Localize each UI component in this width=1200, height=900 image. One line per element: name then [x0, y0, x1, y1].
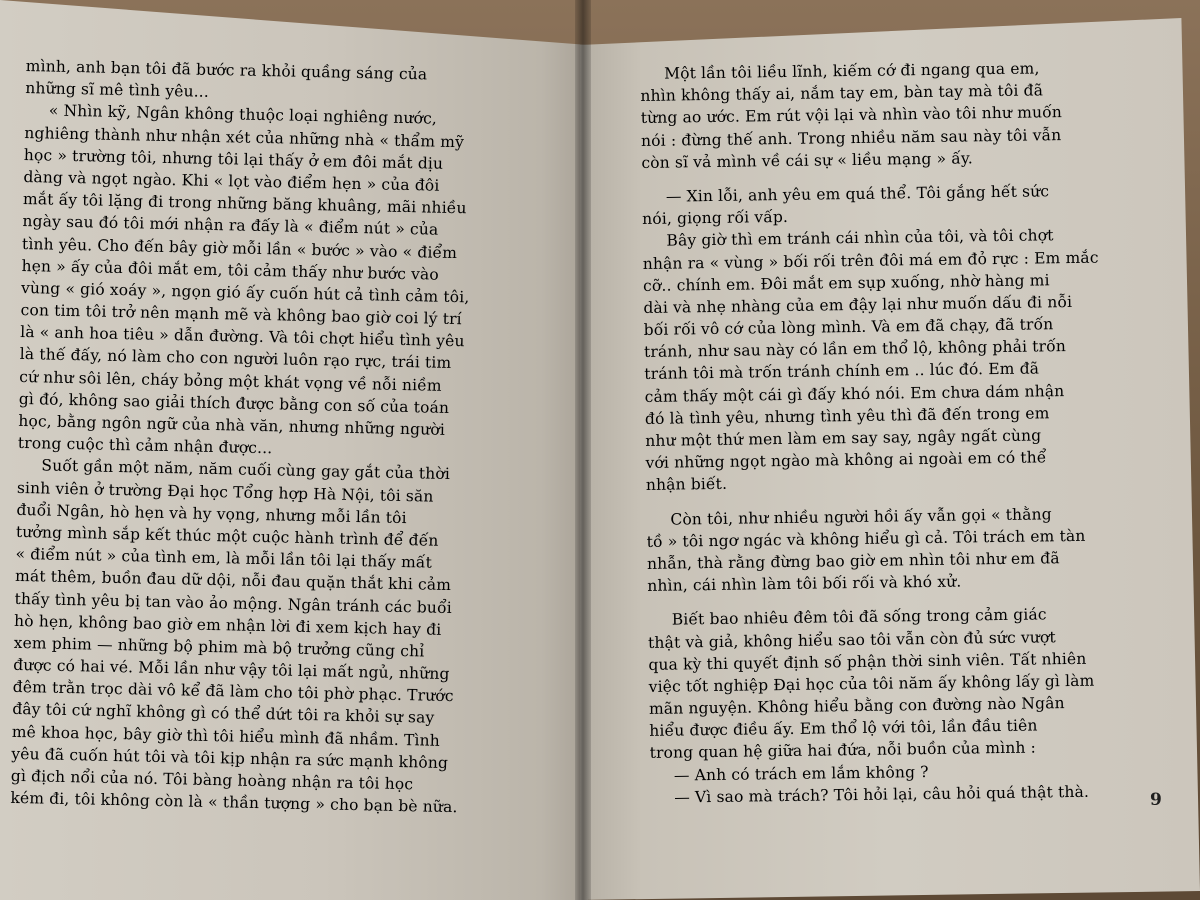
- text-line: xem phim — những bộ phim mà bộ trưởng cũng chỉ: [13, 633, 425, 661]
- text-line: tưởng mình sắp kết thúc một cuộc hành trình để đến: [15, 522, 439, 550]
- text-line: là thế đấy, nó làm cho con người luôn rạo rực, trái tim: [19, 345, 452, 373]
- text-line: mê khoa học, bây giờ thì tôi hiểu mình đã nhầm. Tình: [11, 722, 441, 750]
- text-line: nghiêng thành như nhận xét của những nhà « thẩm mỹ: [24, 123, 465, 151]
- text-line: nhẫn, thà rằng đừng bao giờ em nhìn tôi như em đã: [646, 549, 1060, 573]
- text-line: thật và giả, không hiểu sao tôi vẫn còn đủ sức vượt: [647, 627, 1056, 652]
- text-line: hiểu được điều ấy. Em thổ lộ với tôi, lần đầu tiên: [649, 716, 1038, 741]
- text-line: nhận ra « vùng » bối rối trên đôi má em đỏ rực : Em mắc: [642, 248, 1099, 273]
- text-line: trong quan hệ giữa hai đứa, nỗi buồn của mình :: [649, 738, 1037, 763]
- book-spine: [575, 0, 591, 900]
- text-line: học » trường tôi, nhưng tôi lại thấy ở em đôi mắt dịu: [23, 145, 444, 173]
- text-line: mắt ấy tôi lặng đi trong những băng khuâng, mãi nhiều: [22, 190, 467, 218]
- right-page-text: [640, 57, 1106, 809]
- text-line: — Xin lỗi, anh yêu em quá thể. Tôi gắng hết sức: [665, 182, 1050, 206]
- text-line: Bây giờ thì em tránh cái nhìn của tôi, và tôi chợt: [666, 226, 1054, 250]
- text-line: được có hai vé. Mỗi lần như vậy tôi lại mất ngủ, những: [13, 655, 450, 684]
- text-line: gì đó, không sao giải thích được bằng con số của toán: [18, 389, 450, 417]
- text-line: với những ngọt ngào mà không ai ngoài em có thể: [645, 448, 1047, 473]
- text-line: hẹn » ấy của đôi mắt em, tôi cảm thấy như bước vào: [21, 256, 440, 284]
- text-line: cứ như sôi lên, cháy bỏng một khát vọng về nỗi niềm: [19, 367, 442, 395]
- text-line: Suốt gần một năm, năm cuối cùng gay gắt của thời: [41, 456, 451, 484]
- text-line: hò hẹn, không bao giờ em nhận lời đi xem kịch hay đi: [13, 611, 442, 639]
- text-line: mình, anh bạn tôi đã bước ra khỏi quầng sáng của: [25, 56, 428, 84]
- text-line: dài và nhẹ nhàng của em đậy lại như muốn dấu đi nỗi: [643, 292, 1073, 317]
- text-line: — Vì sao mà trách? Tôi hỏi lại, câu hỏi quá thật thà.: [674, 782, 1090, 807]
- text-line: tránh tôi mà trốn tránh chính em .. lúc đó. Em đã: [644, 359, 1040, 384]
- text-line: như một thứ men làm em say say, ngây ngất cùng: [645, 426, 1042, 450]
- text-line: đây tôi cứ nghĩ không gì có thể dứt tôi ra khỏi sự say: [12, 700, 435, 728]
- text-line: vùng « gió xoáy », ngọn gió ấy cuốn hút cả tình cảm tôi,: [20, 278, 470, 307]
- text-line: đuổi Ngân, hò hẹn và hy vọng, nhưng mỗi lần tôi: [16, 500, 407, 527]
- text-line: bối rối vô cớ của lòng mình. Và em đã chạy, đã trốn: [643, 315, 1054, 340]
- text-line: « Nhìn kỹ, Ngân không thuộc loại nghiêng nước,: [48, 101, 438, 128]
- text-line: nói : đừng thế anh. Trong nhiều năm sau này tôi vẫn: [640, 125, 1062, 150]
- text-line: mát thêm, buồn đau dữ dội, nỗi đau quặn thắt khi cảm: [14, 567, 452, 595]
- text-line: học, bằng ngôn ngữ của nhà văn, nhưng những người: [18, 411, 446, 439]
- text-line: nói, giọng rối vấp.: [642, 208, 789, 229]
- text-line: kém đi, tôi không còn là « thần tượng » cho bạn bè nữa.: [10, 789, 458, 817]
- text-line: mãn nguyện. Không hiểu bằng con đường nào Ngân: [648, 694, 1065, 718]
- text-line: còn sĩ vả mình về cái sự « liều mạng » ấy.: [641, 149, 973, 172]
- text-line: là « anh hoa tiêu » dẫn đường. Và tôi chợt hiểu tình yêu: [20, 323, 465, 351]
- text-line: ngày sau đó tôi mới nhận ra đấy là « điểm nút » của: [22, 212, 439, 239]
- text-line: Biết bao nhiêu đêm tôi đã sống trong cảm giác: [671, 605, 1047, 629]
- text-line: dàng và ngọt ngào. Khi « lọt vào điểm hẹn » của đôi: [23, 167, 440, 195]
- text-line: Còn tôi, như nhiều người hồi ấy vẫn gọi « thằng: [670, 504, 1052, 529]
- left-page-text: [10, 55, 474, 819]
- text-line: từng ao ước. Em rút vội lại và nhìn vào tôi như muốn: [640, 103, 1063, 128]
- text-line: cảm thấy một cái gì đấy khó nói. Em chưa dám nhận: [644, 381, 1065, 406]
- text-line: nhận biết.: [645, 475, 728, 495]
- text-line: thấy tình yêu bị tan vào ảo mộng. Ngân tránh các buổi: [14, 589, 452, 617]
- text-line: Một lần tôi liều lĩnh, kiếm cớ đi ngang qua em,: [664, 59, 1040, 83]
- text-line: những sĩ mê tình yêu...: [25, 79, 210, 102]
- text-line: yêu đã cuốn hút tôi và tôi kịp nhận ra sức mạnh không: [11, 744, 449, 772]
- text-line: sinh viên ở trường Đại học Tổng hợp Hà Nội, tôi săn: [16, 478, 434, 506]
- text-line: — Anh có trách em lắm không ?: [673, 762, 929, 785]
- text-line: nhìn, cái nhìn làm tôi bối rối và khó xử.: [647, 572, 962, 596]
- text-line: trong cuộc thì cảm nhận được...: [17, 434, 273, 458]
- page-number: 9: [1150, 790, 1162, 810]
- text-line: « điểm nút » của tình em, là mỗi lần tôi lại thấy mất: [15, 545, 433, 572]
- text-line: gì địch nổi của nó. Tôi bàng hoàng nhận ra tôi học: [10, 766, 414, 794]
- text-line: đó là tình yêu, nhưng tình yêu thì đã đến trong em: [644, 404, 1050, 428]
- text-line: tình yêu. Cho đến bây giờ mỗi lần « bước » vào « điểm: [21, 234, 458, 262]
- text-line: tồ » tôi ngơ ngác và không hiểu gì cả. Tôi trách em tàn: [646, 526, 1086, 551]
- text-line: nhìn không thấy ai, nắm tay em, bàn tay mà tôi đã: [640, 81, 1044, 106]
- text-line: con tim tôi trở nên mạnh mẽ và không bao giờ coi lý trí: [20, 301, 462, 329]
- text-line: cỡ.. chính em. Đôi mắt em sụp xuống, nhờ hàng mi: [642, 270, 1050, 295]
- text-line: qua kỳ thi quyết định số phận thời sinh viên. Tất nhiên: [648, 649, 1087, 674]
- text-line: việc tốt nghiệp Đại học của tôi năm ấy không lấy gì làm: [648, 671, 1095, 696]
- text-line: tránh, như sau này có lần em thổ lộ, không phải trốn: [643, 337, 1067, 362]
- text-line: đêm trằn trọc dài vô kể đã làm cho tôi phờ phạc. Trước: [12, 678, 454, 706]
